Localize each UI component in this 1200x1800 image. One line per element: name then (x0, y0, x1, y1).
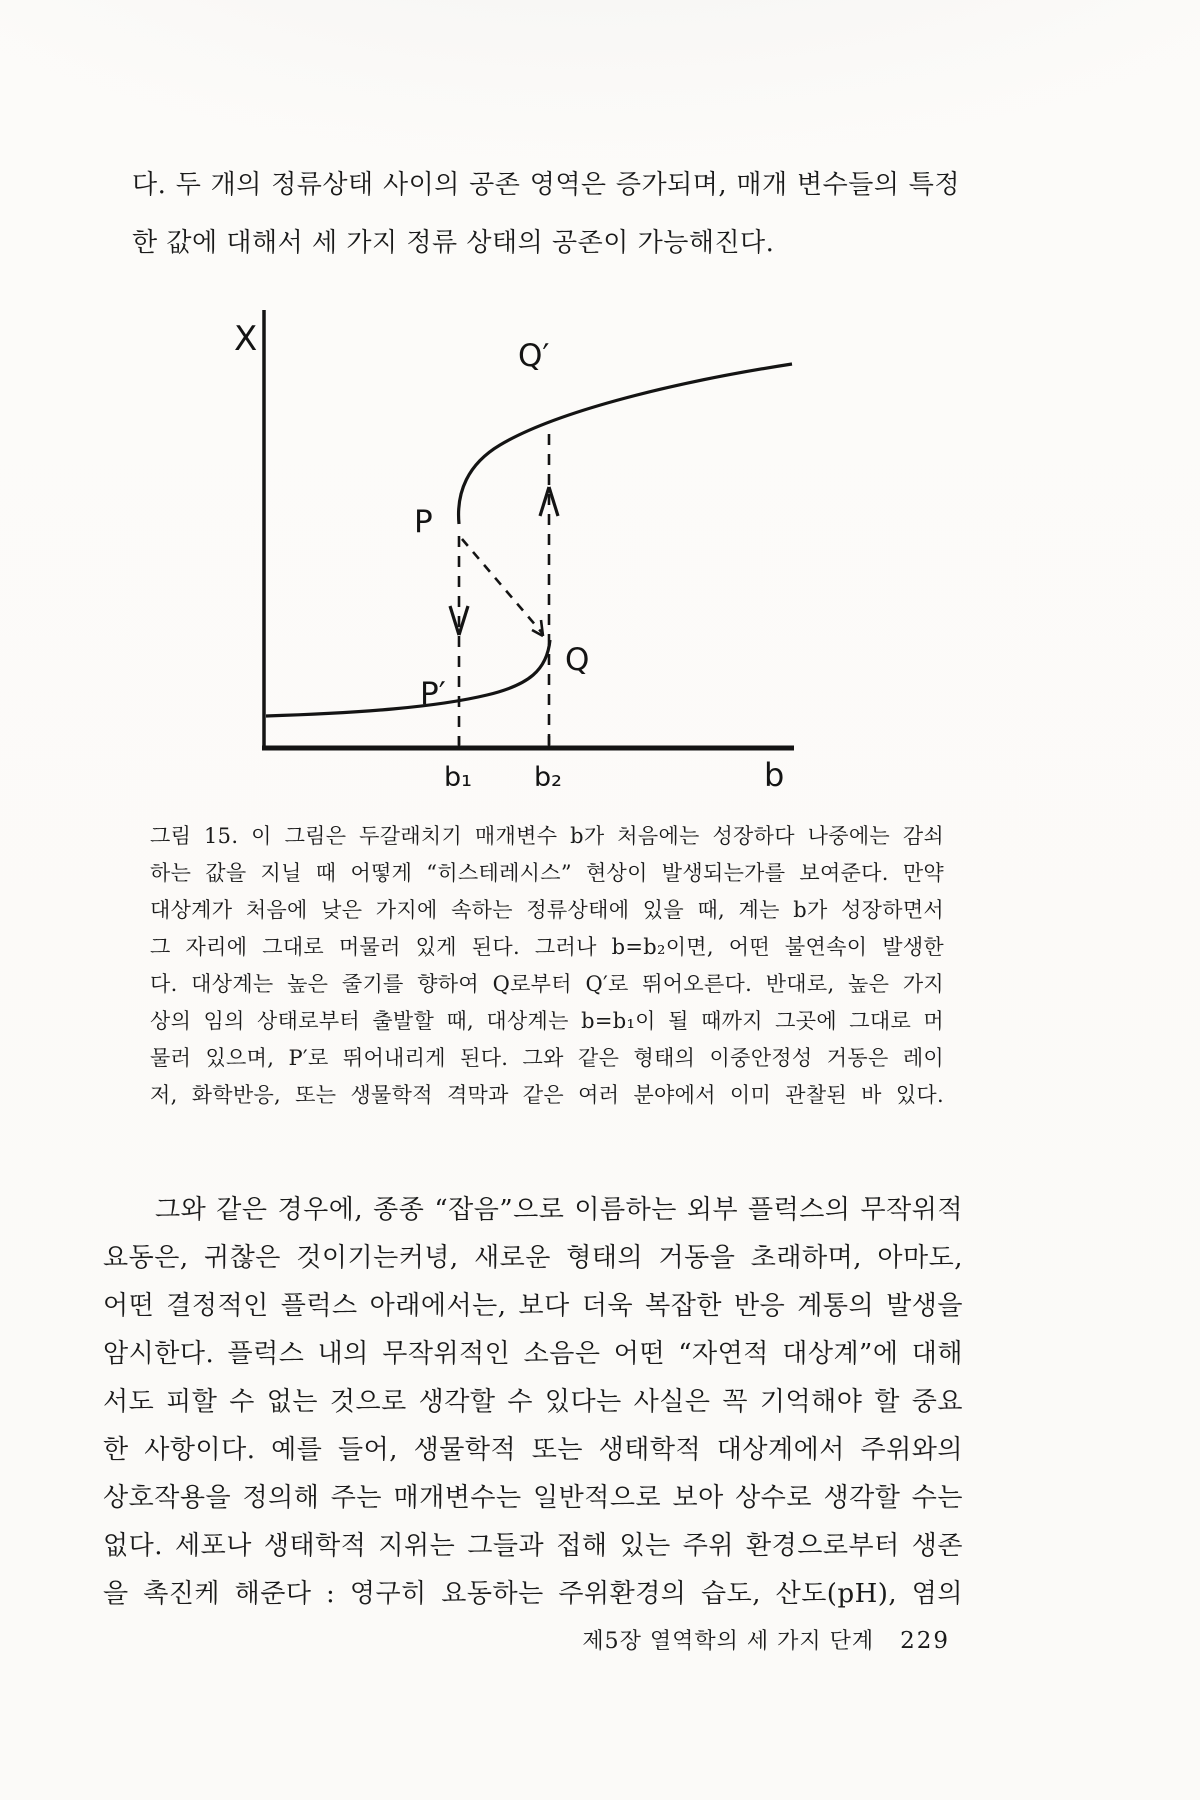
intro-line: 한 값에 대해서 세 가지 정류 상태의 공존이 가능해진다. (132, 228, 775, 258)
body-line: 어떤 결정적인 플럭스 아래에서는, 보다 더욱 복잡한 반응 계통의 발생을 (103, 1291, 963, 1321)
lower-branch-curve (266, 640, 550, 716)
label-Q-prime: Q′ (518, 338, 550, 374)
caption-line: 물러 있으며, P′로 뛰어내리게 된다. 그와 같은 형태의 이중안정성 거동은 레이 (150, 1046, 944, 1070)
body-line: 상호작용을 정의해 주는 매개변수는 일반적으로 보아 상수로 생각할 수는 (103, 1483, 963, 1513)
footer-page-number: 229 (900, 1628, 950, 1654)
upper-branch-curve (459, 364, 792, 524)
page-footer (582, 1624, 950, 1655)
hysteresis-diagram (232, 292, 822, 792)
body-line: 을 촉진케 해준다 : 영구히 요동하는 주위환경의 습도, 산도(pH), 염의 (103, 1579, 963, 1609)
body-line: 한 사항이다. 예를 들어, 생물학적 또는 생태학적 대상계에서 주위와의 (103, 1435, 963, 1465)
body-line: 그와 같은 경우에, 종종 “잡음”으로 이름하는 외부 플럭스의 무작위적 (155, 1195, 963, 1225)
y-axis-label: X (234, 319, 258, 359)
body-line: 요동은, 귀찮은 것이기는커녕, 새로운 형태의 거동을 초래하며, 아마도, (103, 1243, 963, 1273)
caption-line: 저, 화학반응, 또는 생물학적 격막과 같은 여러 분야에서 이미 관찰된 바 있다. (150, 1083, 944, 1107)
footer-chapter-title: 제5장 열역학의 세 가지 단계 (582, 1629, 875, 1654)
caption-line: 대상계가 처음에 낮은 가지에 속하는 정류상태에 있을 때, 계는 b가 성장하면서 (150, 898, 944, 922)
figure-caption (150, 818, 944, 1114)
body-paragraph (103, 1186, 963, 1618)
hysteresis-figure (232, 292, 822, 792)
body-line: 없다. 세포나 생태학적 지위는 그들과 접해 있는 주위 환경으로부터 생존 (103, 1531, 963, 1561)
tick-label-b2: b₂ (534, 762, 562, 792)
up-arrowhead (549, 487, 558, 516)
caption-line: 그 자리에 그대로 머물러 있게 된다. 그러나 b=b₂이면, 어떤 불연속이 발생한 (150, 935, 944, 959)
intro-line: 다. 두 개의 정류상태 사이의 공존 영역은 증가되며, 매개 변수들의 특정 (132, 170, 960, 200)
body-line: 암시한다. 플럭스 내의 무작위적인 소음은 어떤 “자연적 대상계”에 대해 (103, 1339, 963, 1369)
label-P-prime: P′ (420, 676, 446, 712)
tick-label-b1: b₁ (444, 762, 472, 792)
caption-line: 하는 값을 지닐 때 어떻게 “히스테레시스” 현상이 발생되는가를 보여준다. 만약 (150, 861, 944, 885)
x-axis-label: b (764, 756, 785, 792)
down-arrowhead (459, 606, 468, 635)
intro-paragraph (132, 156, 960, 272)
label-P: P (414, 504, 433, 540)
caption-line: 다. 대상계는 높은 줄기를 향하여 Q로부터 Q′로 뛰어오른다. 반대로, 높은 가지 (150, 972, 944, 996)
caption-line: 그림 15. 이 그림은 두갈래치기 매개변수 b가 처음에는 성장하다 나중에는 감쇠 (150, 824, 944, 848)
up-arrowhead (540, 487, 549, 516)
down-arrowhead (450, 606, 459, 635)
caption-line: 상의 임의 상태로부터 출발할 때, 대상계는 b=b₁이 될 때까지 그곳에 그대로 머 (150, 1009, 944, 1033)
unstable-branch-dashed (462, 539, 543, 634)
body-line: 서도 피할 수 없는 것으로 생각할 수 있다는 사실은 꼭 기억해야 할 중요 (103, 1387, 963, 1417)
label-Q: Q (565, 642, 590, 678)
